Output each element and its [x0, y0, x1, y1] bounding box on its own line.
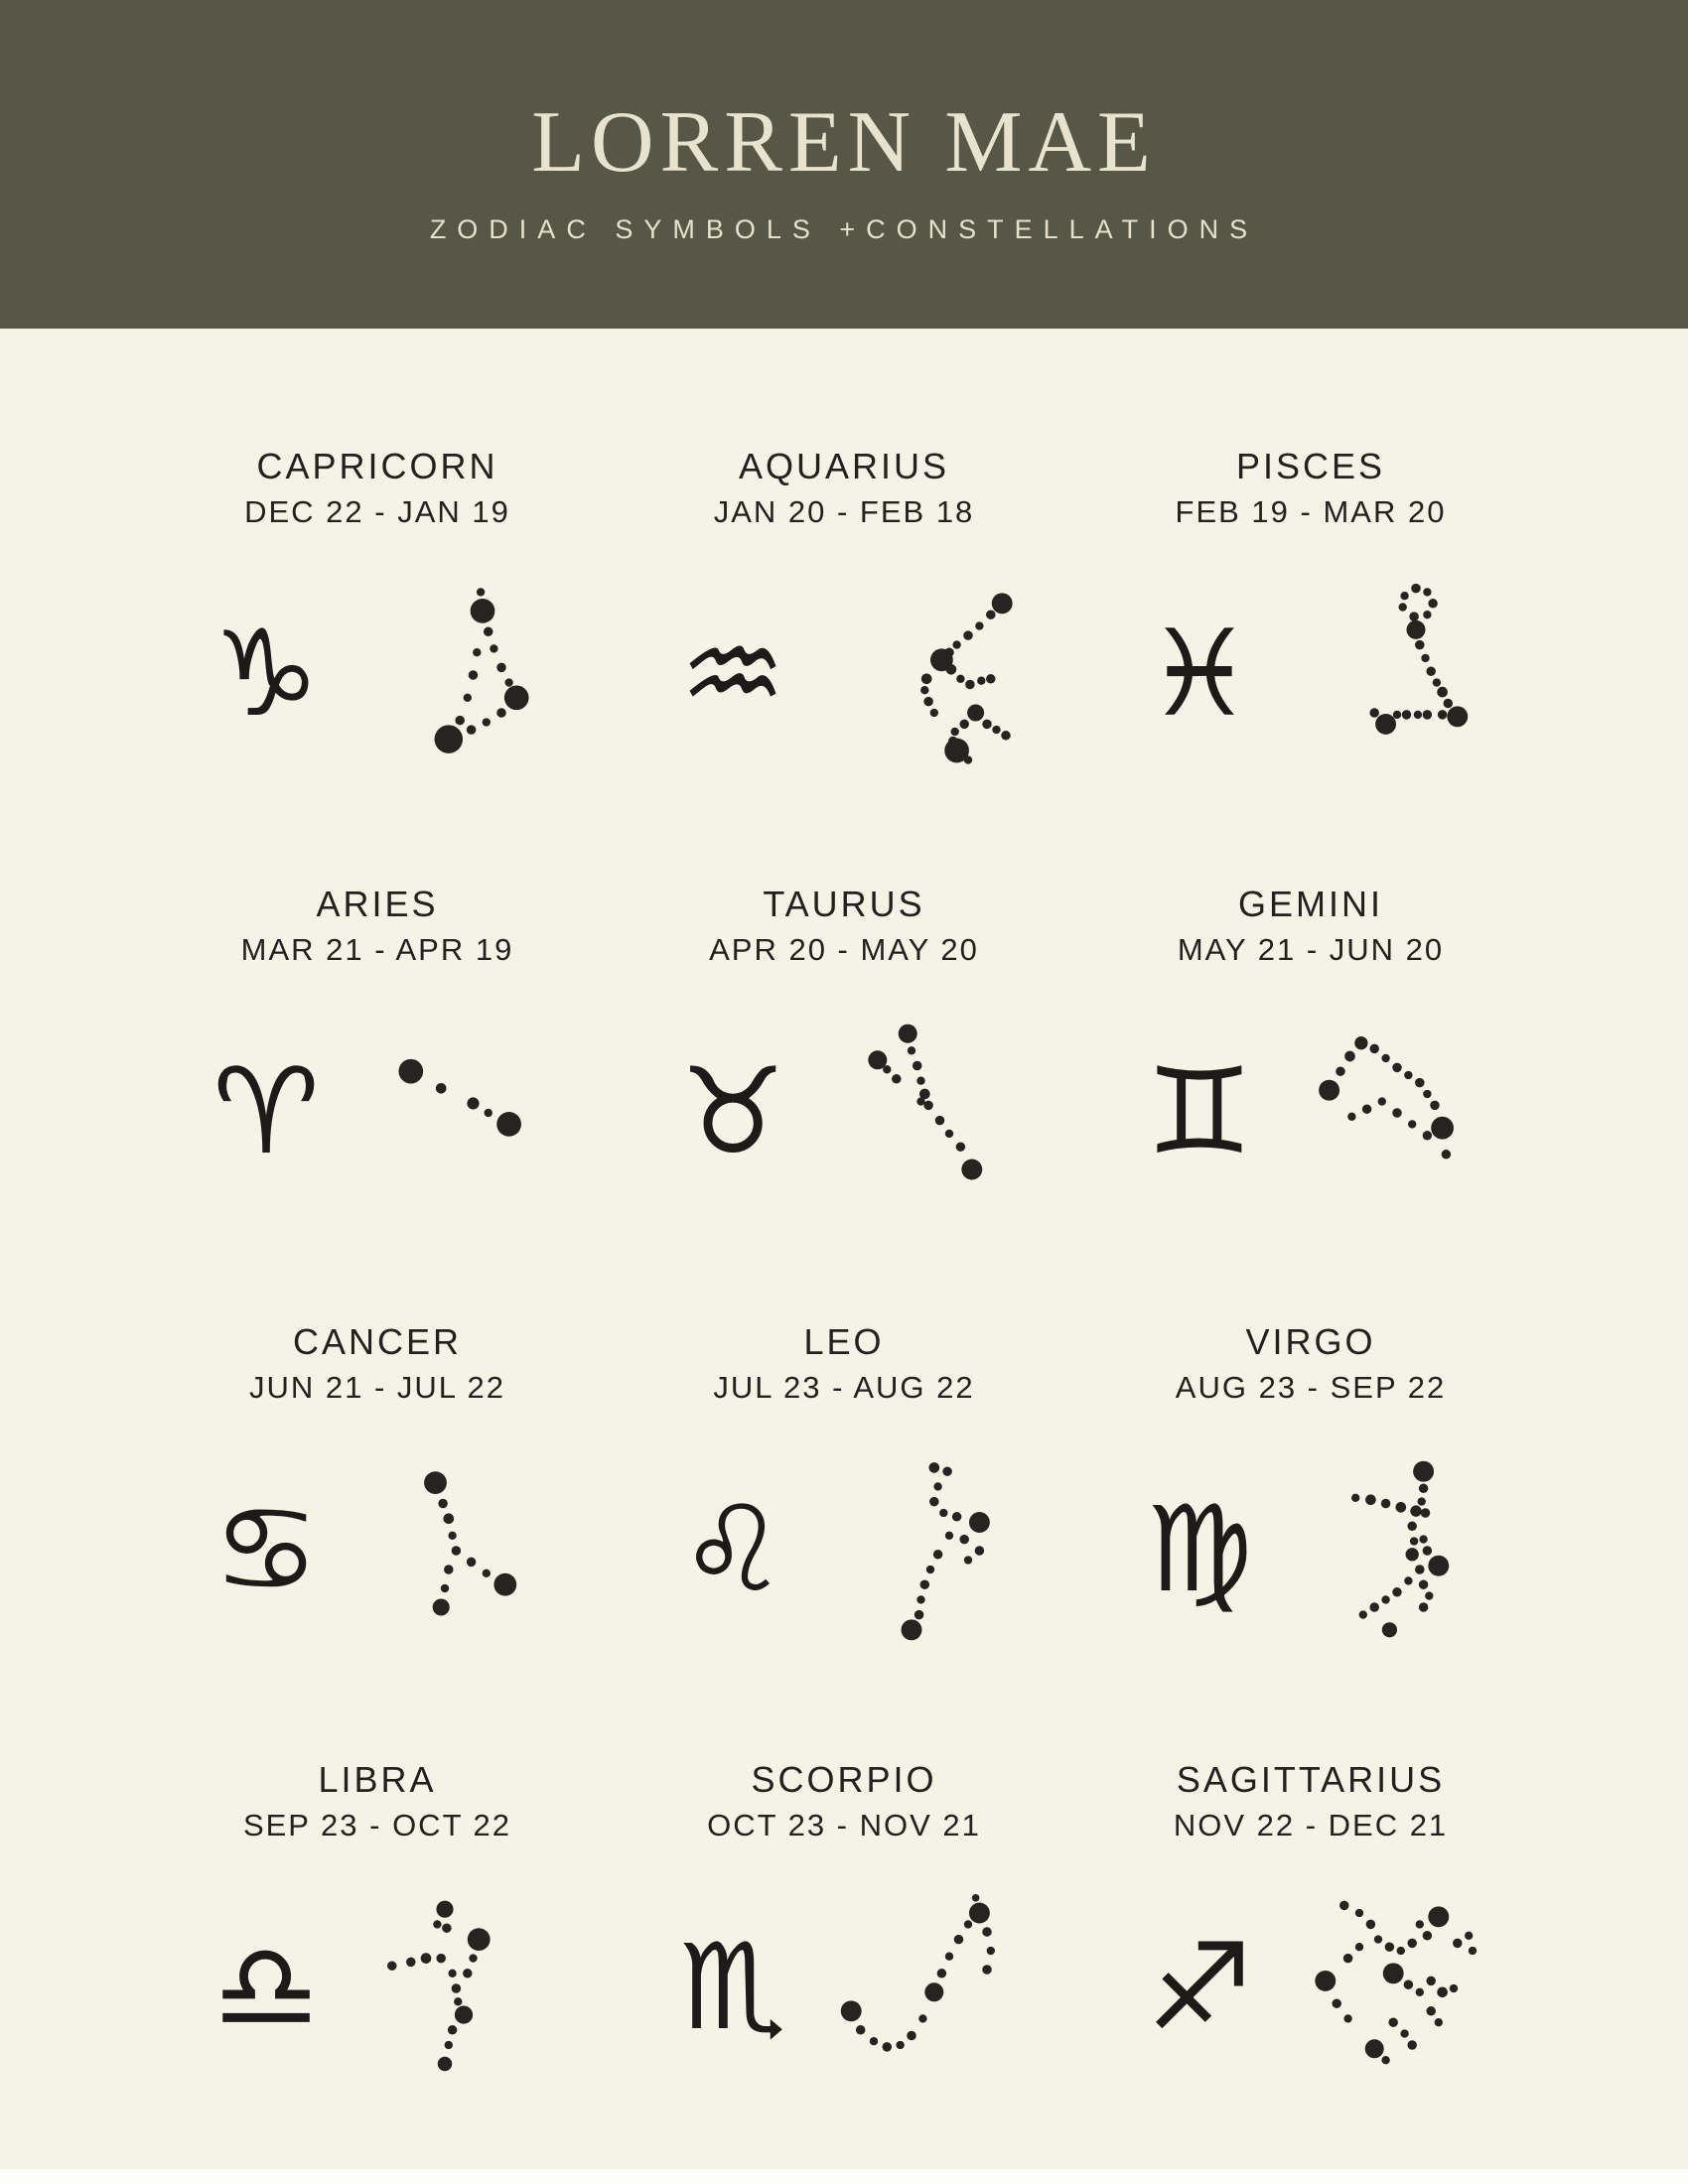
sign-name: PISCES: [1235, 446, 1386, 486]
sign-dates: APR 20 - MAY 20: [709, 932, 979, 968]
sign-dates: MAR 21 - APR 19: [240, 932, 514, 968]
sign-art: [663, 576, 1025, 774]
sign-dates: SEP 23 - OCT 22: [242, 1808, 512, 1843]
brand-title: LORREN MAE: [531, 94, 1157, 191]
sign-art: [197, 1889, 558, 2088]
sagittarius-constellation-icon: [1303, 1894, 1491, 2083]
gemini-constellation-icon: [1303, 1019, 1491, 1207]
zodiac-grid: [0, 329, 1688, 2184]
aries-constellation-icon: [369, 1019, 558, 1207]
page-bottom-strip: [0, 2169, 1688, 2184]
capricorn-symbol-icon: ♑: [212, 606, 320, 745]
zodiac-card: [611, 1759, 1077, 2184]
sign-art: [197, 1451, 558, 1650]
gemini-symbol-icon: ♊: [1146, 1043, 1253, 1182]
taurus-symbol-icon: ♉: [679, 1043, 786, 1182]
aquarius-constellation-icon: [836, 581, 1025, 769]
pisces-symbol-icon: ♓: [1146, 606, 1253, 745]
libra-symbol-icon: ♎: [212, 1919, 320, 2058]
brand-subtitle: ZODIAC SYMBOLS +CONSTELLATIONS: [429, 214, 1259, 244]
sign-name: SCORPIO: [751, 1759, 937, 1800]
scorpio-constellation-icon: [836, 1894, 1025, 2083]
zodiac-card: [144, 1759, 611, 2184]
zodiac-card: [1077, 1759, 1544, 2184]
sign-name: CAPRICORN: [256, 446, 498, 486]
pisces-constellation-icon: [1303, 581, 1491, 769]
sign-art: [1130, 1451, 1491, 1650]
zodiac-card: [1077, 884, 1544, 1321]
sign-dates: FEB 19 - MAR 20: [1175, 494, 1447, 530]
sign-name: AQUARIUS: [738, 446, 950, 486]
sign-art: [1130, 1889, 1491, 2088]
zodiac-card: [1077, 446, 1544, 884]
sagittarius-symbol-icon: ♐: [1146, 1919, 1253, 2058]
sign-dates: DEC 22 - JAN 19: [244, 494, 510, 530]
zodiac-card: [144, 446, 611, 884]
sign-name: ARIES: [316, 884, 439, 924]
sign-name: GEMINI: [1237, 884, 1383, 924]
zodiac-card: [611, 1321, 1077, 1759]
sign-name: VIRGO: [1245, 1321, 1376, 1362]
taurus-constellation-icon: [836, 1019, 1025, 1207]
sign-dates: JUL 23 - AUG 22: [713, 1370, 975, 1406]
zodiac-card: [611, 446, 1077, 884]
cancer-constellation-icon: [369, 1456, 558, 1645]
aquarius-symbol-icon: ♒: [679, 606, 786, 745]
sign-dates: AUG 23 - SEP 22: [1175, 1370, 1447, 1406]
scorpio-symbol-icon: ♏: [679, 1919, 786, 2058]
sign-name: CANCER: [292, 1321, 462, 1362]
zodiac-card: [611, 884, 1077, 1321]
sign-art: [1130, 1014, 1491, 1212]
virgo-symbol-icon: ♍: [1146, 1481, 1253, 1620]
sign-name: TAURUS: [763, 884, 925, 924]
zodiac-card: [144, 884, 611, 1321]
cancer-symbol-icon: ♋: [212, 1481, 320, 1620]
sign-dates: MAY 21 - JUN 20: [1177, 932, 1445, 968]
leo-constellation-icon: [836, 1456, 1025, 1645]
sign-art: [663, 1451, 1025, 1650]
sign-name: LIBRA: [318, 1759, 437, 1800]
virgo-constellation-icon: [1303, 1456, 1491, 1645]
capricorn-constellation-icon: [369, 581, 558, 769]
aries-symbol-icon: ♈: [212, 1043, 320, 1182]
sign-dates: JAN 20 - FEB 18: [713, 494, 975, 530]
sign-dates: JUN 21 - JUL 22: [249, 1370, 505, 1406]
zodiac-card: [144, 1321, 611, 1759]
header-band: [0, 0, 1688, 329]
sign-art: [197, 1014, 558, 1212]
sign-name: LEO: [803, 1321, 885, 1362]
sign-name: SAGITTARIUS: [1176, 1759, 1446, 1800]
zodiac-card: [1077, 1321, 1544, 1759]
sign-art: [197, 576, 558, 774]
sign-art: [663, 1014, 1025, 1212]
sign-dates: NOV 22 - DEC 21: [1173, 1808, 1449, 1843]
sign-art: [663, 1889, 1025, 2088]
sign-dates: OCT 23 - NOV 21: [707, 1808, 981, 1843]
leo-symbol-icon: ♌: [679, 1481, 786, 1620]
sign-art: [1130, 576, 1491, 774]
libra-constellation-icon: [369, 1894, 558, 2083]
